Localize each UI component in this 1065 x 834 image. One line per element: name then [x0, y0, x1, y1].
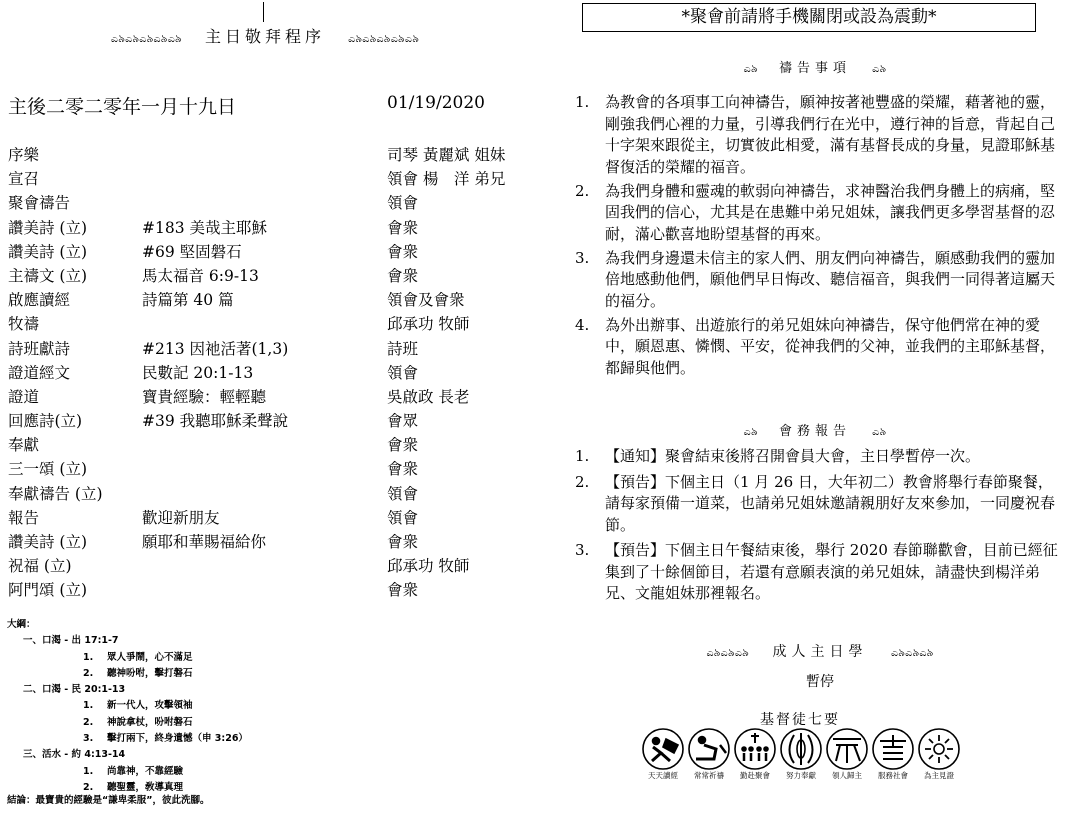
gathering-icon	[735, 729, 775, 769]
seven-essentials-graphic	[640, 727, 960, 771]
program-item: 報告	[8, 508, 40, 527]
prayer-title: 禱告事項	[778, 61, 851, 76]
sermon-conclusion: 結論：最寶貴的經驗是“謙卑柔服”，彼此洗腳。	[7, 795, 210, 806]
prayer-item	[575, 248, 1060, 313]
prayer-item-text: 為我們身邊還未信主的家人們、朋友們向神禱告，願感動我們的靈加倍地感動他們，願他們早日悔改、聽信福音，與我們一同得著這屬天的福分。	[605, 248, 1056, 310]
program-content: 詩篇第 40 篇	[142, 291, 234, 310]
witness-icon	[919, 729, 959, 769]
fold-mark	[263, 2, 264, 22]
prayer-item-number: 3.	[575, 248, 590, 267]
announcement-item	[575, 472, 1060, 537]
prayer-item-text: 為教會的各項事工向神禱告，願神按著祂豐盛的榮耀，藉著祂的靈，剛強我們心裡的力量，引導我們行在光中，遵行神的旨意，背起自己十字架來跟從主，切實彼此相愛，滿有基督長成的身量，見證耶穌基督復活的榮耀的福音。	[605, 93, 1056, 176]
program-leader: 會衆	[387, 218, 419, 237]
sermon-outline	[7, 617, 527, 796]
service-date-numeric: 01/19/2020	[387, 93, 485, 113]
ornament: ಎ৯ಎ৯ಎ৯	[890, 646, 934, 659]
program-leader: 領會 楊 洋 弟兄	[387, 170, 506, 189]
phone-notice: *聚會前請將手機關閉或設為震動*	[582, 3, 1036, 32]
outline-point	[7, 715, 527, 731]
program-content: 寶貴經驗：輕輕聽	[142, 387, 267, 406]
announcement-item-text: 【通知】聚會結束後將召開會員大會，主日學暫停一次。	[605, 447, 981, 465]
outline-heading: 大綱：	[7, 619, 36, 630]
program-content: #69 堅固磐石	[142, 242, 242, 261]
prayer-item-number: 4.	[575, 315, 590, 334]
outline-point	[7, 650, 527, 666]
announcement-item	[575, 540, 1060, 605]
program-item: 牧禱	[8, 315, 40, 334]
outline-point-number: 1.	[83, 765, 94, 777]
program-leader: 吳啟政 長老	[387, 387, 470, 406]
outline-point	[7, 698, 527, 714]
program-leader: 邱承功 牧師	[387, 557, 470, 576]
leading-others-icon	[827, 729, 867, 769]
program-row	[8, 312, 528, 336]
program-leader: 會衆	[387, 533, 419, 551]
prayer-item-text: 為外出辦事、出遊旅行的弟兄姐妹向神禱告，保守他們常在神的愛中，願恩惠、憐憫、平安，從神我們的父神，並我們的主耶穌基督，都歸與他們。	[605, 315, 1056, 377]
ornament: ಎ৯	[872, 62, 887, 75]
program-row	[8, 530, 528, 554]
program-item: 序樂	[8, 146, 40, 164]
outline-section-title: 一、口渴 - 出 17:1-7	[23, 635, 119, 647]
seven-essentials-icons	[640, 727, 960, 775]
prayer-item	[575, 315, 1060, 380]
announcements-title-bar	[575, 420, 1055, 442]
program-item: 奉獻	[8, 436, 40, 455]
ornament-right: ಎ৯ಎ৯ಎ৯ಎ৯ಎ৯	[348, 32, 420, 45]
seven-essentials-label: 努力奉獻	[786, 771, 816, 780]
seven-essentials-label: 勤赴聚會	[740, 771, 770, 780]
program-content: #183 美哉主耶穌	[142, 218, 267, 237]
announcement-item-text: 【預告】下個主日午餐結束後，舉行 2020 春節聯歡會，目前已經征集到了十餘個節目，若還有意願表演的弟兄姐妹，請盡快到楊洋弟兄、文龍姐妹那裡報名。	[605, 541, 1058, 602]
program-item: 讚美詩 (立)	[8, 218, 88, 237]
offering-icon	[781, 729, 821, 769]
program-row	[8, 216, 528, 240]
program-content: 歡迎新朋友	[142, 508, 220, 527]
program-item: 三一頌 (立)	[8, 460, 88, 479]
program-row	[8, 457, 528, 481]
reading-bible-icon	[643, 729, 683, 769]
announcement-item	[575, 446, 1060, 468]
program-row	[8, 240, 528, 264]
outline-point-number: 2.	[83, 781, 94, 793]
prayer-list	[575, 92, 1060, 382]
outline-point-text: 聽聖靈，敎導真理	[107, 781, 184, 793]
prayer-item-number: 1.	[575, 93, 590, 111]
program-item: 讚美詩 (立)	[8, 533, 88, 551]
outline-point	[7, 764, 527, 780]
program-leader: 詩班	[387, 339, 419, 358]
outline-point-text: 聽神吩咐，擊打磐石	[107, 667, 193, 679]
announcement-item-number: 2.	[575, 472, 590, 491]
program-item: 奉獻禱告 (立)	[8, 484, 103, 503]
seven-essentials-title: 基督徒七要	[760, 712, 840, 728]
praying-icon	[689, 729, 729, 769]
program-item: 阿門頌 (立)	[8, 581, 88, 600]
outline-point-number: 2.	[83, 716, 94, 728]
program-row	[8, 433, 528, 457]
program-title-bar	[0, 24, 530, 49]
prayer-item	[575, 92, 1060, 178]
program-leader: 會衆	[387, 460, 419, 479]
program-item: 宣召	[8, 170, 40, 189]
prayer-item-number: 2.	[575, 181, 590, 200]
program-row	[8, 482, 528, 506]
ornament: ಎ৯	[743, 425, 758, 438]
program-item: 祝福 (立)	[8, 557, 72, 576]
outline-section-title: 二、口渴 - 民 20:1-13	[23, 684, 126, 696]
outline-point-number: 1.	[83, 651, 94, 663]
program-item: 詩班獻詩	[8, 339, 71, 358]
seven-essentials-label: 常常祈禱	[694, 771, 724, 780]
sunday-school-title-bar	[575, 641, 1065, 663]
program-row	[8, 337, 528, 361]
ornament: ಎ৯	[872, 425, 887, 438]
seven-essentials-label: 領人歸主	[832, 771, 862, 780]
program-content: #213 因祂活著(1,3)	[142, 339, 289, 358]
outline-point-text: 擊打兩下，終身遺憾（申 3:26）	[107, 733, 248, 745]
program-leader: 會衆	[387, 436, 419, 455]
ornament-left: ಎ৯ಎ৯ಎ৯ಎ৯ಎ৯	[110, 32, 182, 45]
outline-point-text: 神說拿杖，吩咐磐石	[107, 716, 193, 728]
program-content: 願耶和華賜福給你	[142, 533, 267, 551]
program-leader: 領會及會衆	[387, 291, 465, 310]
outline-point-number: 1.	[83, 700, 94, 712]
program-content: 馬太福音 6:9-13	[142, 266, 259, 285]
program-item: 回應詩(立)	[8, 412, 83, 431]
announcements-title: 會務報告	[778, 424, 851, 439]
outline-point-number: 2.	[83, 667, 94, 679]
serving-society-icon	[873, 729, 913, 769]
outline-point-number: 3.	[83, 733, 94, 745]
outline-section-title: 三、活水 - 約 4:13-14	[23, 749, 126, 761]
outline-point-text: 尚靠神，不靠經驗	[107, 765, 184, 777]
announcement-item-text: 【預告】下個主日（1 月 26 日，大年初二）教會將舉行春節聚餐，請每家預備一道菜，也請弟兄姐妹邀請親朋好友來參加，一同慶祝春節。	[605, 472, 1056, 534]
program-leader: 會衆	[387, 581, 419, 600]
service-date-chinese: 主後二零二零年一月十九日	[8, 96, 237, 118]
program-item: 聚會禱告	[8, 194, 71, 213]
sunday-school-status: 暫停	[806, 674, 834, 690]
program-leader: 領會	[387, 194, 419, 213]
outline-point	[7, 731, 527, 747]
outline-point	[7, 666, 527, 682]
program-leader: 邱承功 牧師	[387, 315, 470, 334]
program-item: 讚美詩 (立)	[8, 242, 88, 261]
prayer-title-bar	[575, 57, 1055, 79]
announcement-item-number: 1.	[575, 447, 590, 465]
outline-point-text: 新一代人，攻擊領袖	[107, 700, 193, 712]
program-leader: 司琴 黃麗斌 姐妹	[387, 146, 506, 164]
outline-point-text: 眾人爭鬧，心不滿足	[107, 651, 193, 663]
ornament: ಎ৯ಎ৯ಎ৯	[706, 646, 750, 659]
program-row	[8, 167, 528, 191]
program-item: 啟應讀經	[8, 291, 71, 310]
announcement-item-number: 3.	[575, 541, 590, 559]
program-row	[8, 554, 528, 578]
program-row	[8, 578, 528, 602]
program-row	[8, 288, 528, 312]
program-row	[8, 506, 528, 530]
seven-essentials-label: 服務社會	[878, 771, 908, 780]
program-row	[8, 385, 528, 409]
program-row	[8, 264, 528, 288]
program-leader: 會眾	[387, 412, 419, 431]
program-row	[8, 361, 528, 385]
program-content: 民數記 20:1-13	[142, 363, 254, 382]
program-row	[8, 143, 528, 167]
program-leader: 會衆	[387, 266, 419, 285]
program-row	[8, 409, 528, 433]
program-item: 證道經文	[8, 363, 71, 382]
announcement-list	[575, 446, 1060, 609]
prayer-item-text: 為我們身體和靈魂的軟弱向神禱告，求神醫治我們身體上的病痛，堅固我們的信心，尤其是在患難中弟兄姐妹，讓我們更多學習基督的忍耐，滿心歡喜地盼望基督的再來。	[605, 181, 1056, 243]
program-content: #39 我聽耶穌柔聲說	[142, 412, 289, 431]
program-item: 主禱文 (立)	[8, 266, 88, 285]
program-leader: 會衆	[387, 242, 419, 261]
program-title: 主日敬拜程序	[204, 27, 325, 46]
order-of-worship	[8, 143, 528, 603]
program-leader: 領會	[387, 363, 419, 382]
program-row	[8, 191, 528, 215]
seven-essentials-label: 為主見證	[924, 771, 954, 780]
program-item: 證道	[8, 387, 40, 406]
ornament: ಎ৯	[743, 62, 758, 75]
prayer-item	[575, 181, 1060, 246]
program-leader: 領會	[387, 484, 419, 503]
program-leader: 領會	[387, 508, 419, 527]
sunday-school-title: 成人主日學	[772, 644, 868, 660]
seven-essentials-label: 天天讀經	[648, 771, 678, 780]
